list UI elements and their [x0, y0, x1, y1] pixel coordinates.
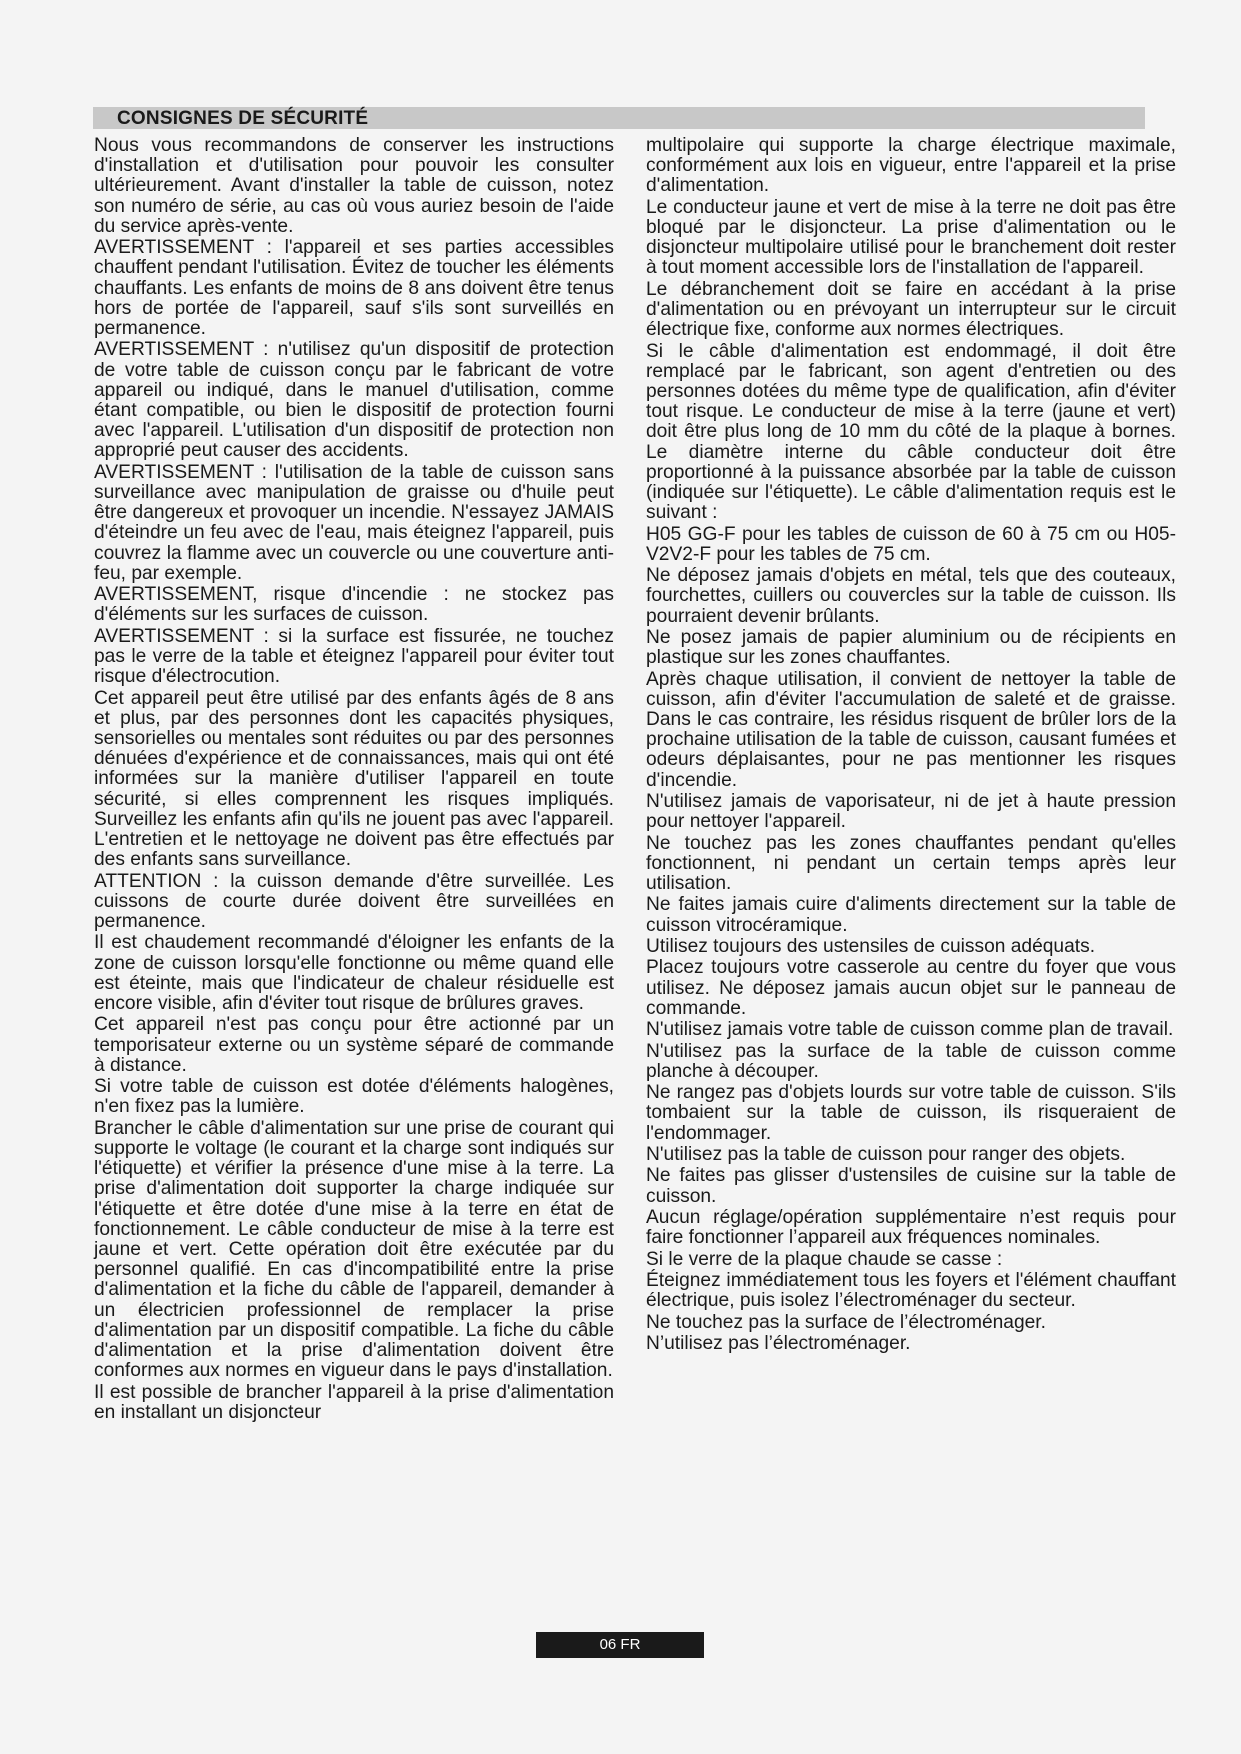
right-column — [646, 136, 1176, 1355]
paragraph: Ne rangez pas d'objets lourds sur votre table de cuisson. S'ils tombaient sur la table de cuisson, ils risqueraient de l'endommager. — [646, 1082, 1176, 1144]
paragraph: Ne touchez pas la surface de l’électroménager. — [646, 1311, 1046, 1333]
paragraph: multipolaire qui supporte la charge électrique maximale, conformément aux lois en vigueur, entre l'appareil et la prise d'alimentation. — [646, 135, 1176, 197]
paragraph: AVERTISSEMENT, risque d'incendie : ne stockez pas d'éléments sur les surfaces de cuisson. — [94, 584, 614, 626]
paragraph: AVERTISSEMENT : si la surface est fissurée, ne touchez pas le verre de la table et éteignez l'appareil pour éviter tout risque d'électrocution. — [94, 625, 614, 688]
section-title: CONSIGNES DE SÉCURITÉ — [117, 108, 369, 129]
paragraph: Éteignez immédiatement tous les foyers et l'élément chauffant électrique, puis isolez l’électroménager du secteur. — [646, 1269, 1176, 1312]
paragraph: H05 GG-F pour les tables de cuisson de 60 à 75 cm ou H05-V2V2-F pour les tables de 75 cm. — [646, 523, 1176, 565]
paragraph: N'utilisez jamais de vaporisateur, ni de jet à haute pression pour nettoyer l'appareil. — [646, 791, 1176, 833]
paragraph: Le conducteur jaune et vert de mise à la terre ne doit pas être bloqué par le disjoncteur. La prise d'alimentation ou le disjoncteur multipolaire utilisé pour le branchement doit rester à tout moment accessible lors de l'installation de l'appareil. — [646, 196, 1176, 279]
paragraph: Aucun réglage/opération supplémentaire n’est requis pour faire fonctionner l’appareil aux fréquences nominales. — [646, 1206, 1176, 1249]
paragraph: Ne touchez pas les zones chauffantes pendant qu'elles fonctionnent, ni pendant un certain temps après leur utilisation. — [646, 832, 1176, 894]
paragraph: Le débranchement doit se faire en accédant à la prise d'alimentation ou en prévoyant un interrupteur sur le circuit électrique fixe, conforme aux normes électriques. — [646, 278, 1176, 341]
paragraph: Brancher le câble d'alimentation sur une prise de courant qui supporte le voltage (le courant et la charge sont indiqués sur l'étiquette) et vérifier la présence d'une mise à la terre. La prise d'alimentation doit supporter la charge indiquée sur l'étiquette et être dotée d'une mise à la terre en état de fonctionnement. Le câble conducteur de mise à la terre est jaune et vert. Cette opération doit être exécutée par du personnel qualifié. En cas d'incompatibilité entre la prise d'alimentation et la fiche du câble de l'appareil, demander à un électricien professionnel de remplacer la prise d'alimentation par un dispositif compatible. La fiche du câble d'alimentation et la prise d'alimentation doivent être conformes aux normes en vigueur dans le pays d'installation. — [94, 1117, 614, 1382]
paragraph: N’utilisez pas l’électroménager. — [646, 1332, 911, 1354]
paragraph: Ne posez jamais de papier aluminium ou de récipients en plastique sur les zones chauffantes. — [646, 627, 1176, 669]
paragraph: Si le câble d'alimentation est endommagé, il doit être remplacé par le fabricant, son agent d'entretien ou des personnes dotées du même type de qualification, afin d'éviter tout risque. Le conducteur de mise à la terre (jaune et vert) doit être plus long de 10 mm du côté de la plaque à bornes. Le diamètre interne du câble conducteur doit être proportionné à la puissance absorbée par la table de cuisson (indiquée sur l'étiquette). Le câble d'alimentation requis est le suivant : — [646, 340, 1176, 524]
paragraph: AVERTISSEMENT : l'appareil et ses parties accessibles chauffent pendant l'utilisation. Évitez de toucher les éléments chauffants. Les enfants de moins de 8 ans doivent être tenus hors de portée de l'appareil, sauf s'ils sont surveillés en permanence. — [94, 237, 614, 340]
paragraph: Après chaque utilisation, il convient de nettoyer la table de cuisson, afin d'éviter l'accumulation de saleté et de graisse. Dans le cas contraire, les résidus risquent de brûler lors de la prochaine utilisation de la table de cuisson, causant fumées et odeurs déplaisantes, pour ne pas mentionner les risques d'incendie. — [646, 668, 1176, 791]
paragraph: Ne faites pas glisser d'ustensiles de cuisine sur la table de cuisson. — [646, 1165, 1176, 1207]
paragraph: Ne déposez jamais d'objets en métal, tels que des couteaux, fourchettes, cuillers ou couvercles sur la table de cuisson. Ils pourraient devenir brûlants. — [646, 565, 1176, 627]
paragraph: ATTENTION : la cuisson demande d'être surveillée. Les cuissons de courte durée doivent être surveillées en permanence. — [94, 870, 614, 933]
left-column — [94, 136, 614, 1424]
paragraph: Si votre table de cuisson est dotée d'éléments halogènes, n'en fixez pas la lumière. — [94, 1076, 614, 1118]
paragraph: N'utilisez pas la table de cuisson pour ranger des objets. — [646, 1143, 1126, 1165]
paragraph: Il est possible de brancher l'appareil à la prise d'alimentation en installant un disjoncteur — [94, 1381, 614, 1423]
paragraph: N'utilisez jamais votre table de cuisson comme plan de travail. — [646, 1019, 1174, 1041]
paragraph: Ne faites jamais cuire d'aliments directement sur la table de cuisson vitrocéramique. — [646, 894, 1176, 936]
paragraph: Utilisez toujours des ustensiles de cuisson adéquats. — [646, 935, 1096, 957]
paragraph: Si le verre de la plaque chaude se casse : — [646, 1248, 1003, 1270]
paragraph: AVERTISSEMENT : n'utilisez qu'un dispositif de protection de votre table de cuisson conçu par le fabricant de votre appareil ou indiqué, dans le manuel d'utilisation, comme étant compatible, ou bien le dispositif de protection fourni avec l'appareil. L'utilisation d'un dispositif de protection non approprié peut causer des accidents. — [94, 339, 614, 462]
paragraph: Cet appareil peut être utilisé par des enfants âgés de 8 ans et plus, par des personnes dont les capacités physiques, sensorielles ou mentales sont réduites ou par des personnes dénuées d'expérience et de connaissances, mais qui ont été informées sur la manière d'utiliser l'appareil en toute sécurité, si elles comprennent les risques impliqués. Surveillez les enfants afin qu'ils ne jouent pas avec l'appareil. L'entretien et le nettoyage ne doivent pas être effectués par des enfants sans surveillance. — [94, 687, 614, 871]
paragraph: Cet appareil n'est pas conçu pour être actionné par un temporisateur externe ou un système séparé de commande à distance. — [94, 1014, 614, 1076]
page-number: 06 FR — [536, 1632, 704, 1658]
paragraph: N'utilisez pas la surface de la table de cuisson comme planche à découper. — [646, 1040, 1176, 1082]
paragraph: AVERTISSEMENT : l'utilisation de la table de cuisson sans surveillance avec manipulation de graisse ou d'huile peut être dangereux et provoquer un incendie. N'essayez JAMAIS d'éteindre un feu avec de l'eau, mais éteignez l'appareil, puis couvrez la flamme avec un couvercle ou une couverture anti-feu, par exemple. — [94, 461, 614, 584]
paragraph: Il est chaudement recommandé d'éloigner les enfants de la zone de cuisson lorsqu'elle fonctionne ou même quand elle est éteinte, mais que l'indicateur de chaleur résiduelle est encore visible, afin d'éviter tout risque de brûlures graves. — [94, 932, 614, 1015]
section-header-bar — [93, 107, 1145, 129]
paragraph: Nous vous recommandons de conserver les instructions d'installation et d'utilisation pour pouvoir les consulter ultérieurement. Avant d'installer la table de cuisson, notez son numéro de série, au cas où vous auriez besoin de l'aide du service après-vente. — [94, 135, 614, 237]
paragraph: Placez toujours votre casserole au centre du foyer que vous utilisez. Ne déposez jamais aucun objet sur le panneau de commande. — [646, 957, 1176, 1019]
